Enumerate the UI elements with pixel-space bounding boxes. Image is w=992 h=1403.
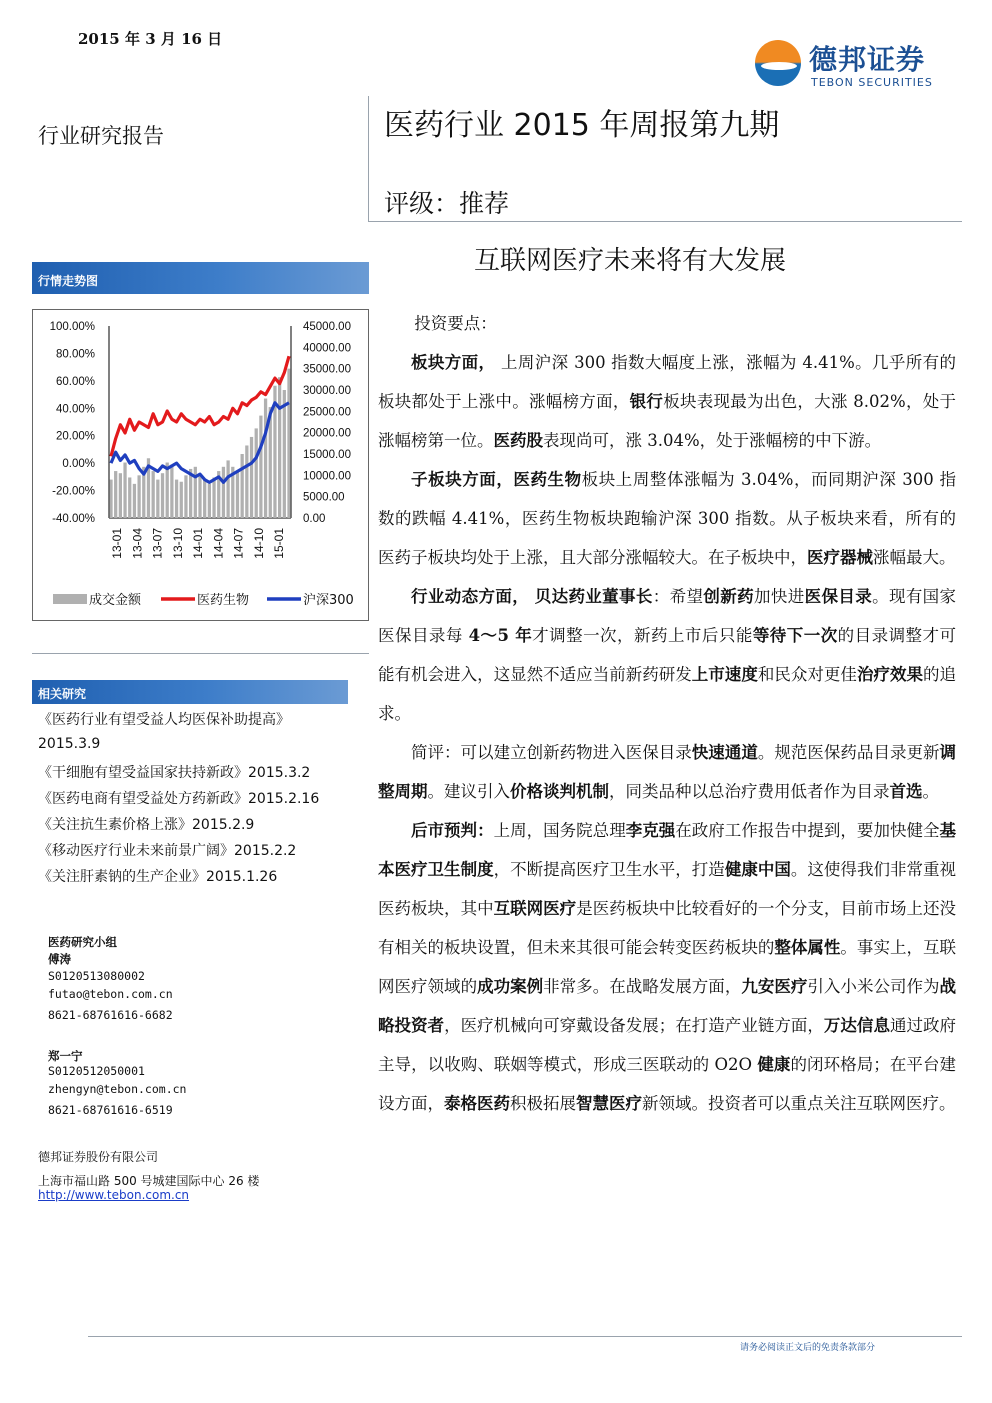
related-item-1[interactable]: 《医药行业有望受益人均医保补助提高》 <box>38 712 290 728</box>
legend-swatch-volume <box>53 594 87 604</box>
emphasis-text: 九安医疗 <box>741 977 808 996</box>
volume-bar <box>166 463 169 518</box>
left-axis-tick-label: 60.00% <box>55 375 95 388</box>
footer-disclaimer: 请务必阅读正文后的免责条款部分 <box>740 1343 876 1353</box>
emphasis-text: 智慧医疗 <box>576 1094 642 1113</box>
emphasis-text: 首选 <box>889 782 923 801</box>
emphasis-text: 健康中国 <box>724 860 791 879</box>
volume-bar <box>123 463 126 518</box>
body-text: 表现尚可，涨 3.04%，处于涨幅榜的中下游。 <box>543 431 882 450</box>
volume-bar <box>212 477 215 518</box>
emphasis-text: 健康 <box>757 1055 791 1074</box>
analyst-1-phone: 8621-68761616-6682 <box>48 1008 173 1022</box>
volume-bar <box>250 437 253 518</box>
company-website-link[interactable]: http://www.tebon.com.cn <box>38 1188 190 1202</box>
right-axis-tick-label: 5000.00 <box>303 491 345 504</box>
volume-bar <box>156 480 159 518</box>
paragraph-subsector <box>378 460 956 577</box>
body-text: 才调整一次，新药上市后只能 <box>532 626 753 645</box>
body-text: ：希望 <box>652 587 704 606</box>
emphasis-text: 上市速度 <box>691 665 758 684</box>
body-text: 引入小米公司作为 <box>807 977 940 996</box>
x-axis-tick-label: 13-07 <box>150 528 165 559</box>
volume-bar <box>259 416 262 518</box>
body-text: 非常多。在战略发展方面， <box>543 977 742 996</box>
analyst-2-email[interactable]: zhengyn@tebon.com.cn <box>48 1082 187 1096</box>
volume-bar <box>137 475 140 518</box>
x-axis-tick-label: 15-01 <box>272 528 286 559</box>
x-axis-tick-label: 14-07 <box>231 528 246 559</box>
company-name: 德邦证券股份有限公司 <box>38 1150 159 1164</box>
related-item-3[interactable]: 《医药电商有望受益处方药新政》2015.2.16 <box>38 791 320 807</box>
body-text: 板块上周整体涨幅为 3.04%，而同期沪深 300 指数的跌幅 4.41%，医药生物板块跑输沪深 300 指数。从子板块来看，所有的医药子板块均处于上涨，且大部分涨幅较大。在子板块中， <box>378 470 957 567</box>
emphasis-text: 创新药 <box>703 587 754 606</box>
emphasis-text: 调整周期 <box>378 743 956 801</box>
volume-bar <box>175 480 178 518</box>
volume-bar <box>255 428 258 518</box>
report-date: 2015 年 3 月 16 日 <box>78 30 223 48</box>
emphasis-text: 医药生物 <box>513 470 582 489</box>
emphasis-text: 快速通道 <box>691 743 758 762</box>
body-text: 新领域。投资者可以重点关注互联网医疗。 <box>642 1094 956 1113</box>
body-text: 。现有国家医保目录每 <box>378 587 957 645</box>
body-text: 。 <box>922 782 939 801</box>
related-item-6[interactable]: 《关注肝素钠的生产企业》2015.1.26 <box>38 869 278 885</box>
analyst-1-email[interactable]: futao@tebon.com.cn <box>48 987 173 1001</box>
volume-bar <box>264 399 267 518</box>
left-axis-tick-label: 40.00% <box>55 403 95 416</box>
body-text: ，医疗机械向可穿戴设备发展；在打造产业链方面， <box>444 1016 824 1035</box>
market-trend-chart <box>32 309 369 621</box>
sidebar-divider <box>32 653 369 654</box>
volume-bar <box>287 369 290 518</box>
analyst-2-id: S0120512050001 <box>48 1064 145 1078</box>
body-text: 上周，国务院总理 <box>493 821 626 840</box>
body-text: 。事实上，互联网医疗领域的 <box>378 938 957 996</box>
emphasis-text: 李克强 <box>625 821 676 840</box>
body-text: 板块表现最为出色，大涨 8.02%，处于涨幅榜第一位。 <box>378 392 957 450</box>
volume-bar <box>119 473 122 518</box>
paragraph-industry-news <box>378 577 956 733</box>
right-axis-tick-label: 20000.00 <box>303 427 351 440</box>
emphasis-text: 基本医疗卫生制度 <box>378 821 956 879</box>
logo-text-cn: 德邦证券 <box>809 43 926 76</box>
body-text: 上周沪深 300 指数大幅度上涨，涨幅为 4.41%。几乎所有的板块都处于上涨中。涨幅榜方面， <box>378 353 957 411</box>
volume-bar <box>226 460 229 518</box>
chart-svg <box>33 310 368 620</box>
x-axis-tick-label: 14-04 <box>211 528 226 559</box>
emphasis-text: 子板块方面， <box>411 470 514 489</box>
emphasis-text: 行业动态方面， <box>411 587 530 606</box>
left-axis-tick-label: 0.00% <box>62 458 95 471</box>
volume-bar <box>133 484 136 518</box>
x-axis-tick-label: 13-01 <box>110 528 124 559</box>
body-text: 积极拓展 <box>510 1094 576 1113</box>
volume-bar <box>222 467 225 518</box>
report-type: 行业研究报告 <box>38 124 164 148</box>
analyst-2-phone: 8621-68761616-6519 <box>48 1103 173 1117</box>
header-divider-vertical <box>368 96 369 222</box>
related-item-2[interactable]: 《干细胞有望受益国家扶持新政》2015.3.2 <box>38 765 311 781</box>
right-axis-tick-label: 15000.00 <box>303 449 351 461</box>
legend-label: 成交金额 <box>89 593 142 608</box>
chart-section-title: 行情走势图 <box>32 262 369 294</box>
body-text: 的追求。 <box>378 665 957 723</box>
header-divider-horizontal <box>368 221 962 222</box>
x-axis-tick-label: 14-10 <box>251 528 266 559</box>
legend-label: 医药生物 <box>197 593 250 608</box>
body-text: 在政府工作报告中提到，要加快健全 <box>675 821 940 840</box>
emphasis-text: 4～5 年 <box>468 626 533 645</box>
emphasis-text: 医疗器械 <box>807 548 873 567</box>
body-text: 。建议引入 <box>427 782 510 801</box>
volume-bar <box>236 471 239 518</box>
emphasis-text: 价格谈判机制 <box>510 782 609 801</box>
right-axis-tick-label: 40000.00 <box>303 342 351 355</box>
body-text: 简评：可以建立创新药物进入医保目录 <box>411 743 692 762</box>
right-axis-tick-label: 25000.00 <box>303 406 351 419</box>
body-text: ，同类品种以总治疗费用低者作为目录 <box>609 782 890 801</box>
x-axis-tick-label: 13-10 <box>170 528 185 559</box>
emphasis-text: 后市预判： <box>411 821 494 840</box>
volume-bar <box>170 465 173 518</box>
right-axis-tick-label: 45000.00 <box>303 321 351 333</box>
volume-bar <box>203 480 206 518</box>
emphasis-text: 战略投资者 <box>378 977 957 1035</box>
volume-bar <box>245 445 248 518</box>
body-text: 涨幅最大。 <box>873 548 956 567</box>
right-axis-tick-label: 30000.00 <box>303 385 351 397</box>
left-axis-tick-label: -40.00% <box>52 513 95 525</box>
paragraph-sector <box>378 343 956 460</box>
emphasis-text: 医药股 <box>493 431 543 450</box>
body-text: 。规范医保药品目录更新 <box>757 743 940 762</box>
emphasis-text: 等待下一次 <box>752 626 838 645</box>
volume-bar <box>208 484 211 518</box>
volume-bar <box>161 473 164 518</box>
company-address: 上海市福山路 500 号城建国际中心 26 楼 <box>38 1174 260 1188</box>
x-axis-tick-label: 14-01 <box>191 528 205 559</box>
volume-bar <box>184 475 187 518</box>
volume-bar <box>152 471 155 518</box>
related-item-1-date: 2015.3.9 <box>38 736 101 752</box>
body-text: 是医药板块中比较看好的一个分支，目前市场上还没有相关的板块设置，但未来其很可能会转变医药板块的 <box>378 899 957 957</box>
emphasis-text: 贝达药业董事长 <box>534 587 653 606</box>
x-axis-tick-label: 13-04 <box>130 528 145 559</box>
body-text: 和民众对更佳 <box>757 665 857 684</box>
report-subtitle: 互联网医疗未来将有大发展 <box>474 246 787 276</box>
right-axis-tick-label: 35000.00 <box>303 363 351 376</box>
emphasis-text: 泰格医药 <box>444 1094 510 1113</box>
emphasis-text: 治疗效果 <box>856 665 923 684</box>
emphasis-text: 成功案例 <box>477 977 544 996</box>
legend-label: 沪深300 <box>303 593 354 608</box>
volume-bar <box>198 475 201 518</box>
emphasis-text: 万达信息 <box>823 1016 890 1035</box>
left-axis-tick-label: 100.00% <box>49 321 95 333</box>
logo-globe-icon <box>755 40 801 86</box>
analyst-1-id: S0120513080002 <box>48 969 145 983</box>
company-logo <box>755 38 955 94</box>
emphasis-text: 板块方面， <box>411 353 496 372</box>
emphasis-text: 银行 <box>629 392 664 411</box>
right-axis-tick-label: 10000.00 <box>303 470 351 483</box>
volume-bar <box>278 377 281 518</box>
volume-bar <box>114 471 117 518</box>
right-axis-tick-label: 0.00 <box>303 513 326 525</box>
body-text: 加快进 <box>754 587 805 606</box>
body-text: 通过政府主导，以收购、联姻等模式，形成三医联动的 O2O <box>378 1016 957 1074</box>
volume-bar <box>241 454 244 518</box>
left-axis-tick-label: 80.00% <box>55 348 95 361</box>
volume-bar <box>283 390 286 518</box>
body-text: ，不断提高医疗卫生水平，打造 <box>493 860 725 879</box>
volume-bar <box>109 480 112 518</box>
logo-text-en: TEBON SECURITIES <box>811 76 933 89</box>
body-text: 的目录调整才可能有机会进入，这显然不适应当前新药研发 <box>378 626 957 684</box>
emphasis-text: 整体属性 <box>774 938 841 957</box>
intro-line: 投资要点： <box>414 314 497 333</box>
body-text: 。这使得我们非常重视医药板块，其中 <box>378 860 957 918</box>
left-axis-tick-label: 20.00% <box>55 430 95 443</box>
emphasis-text: 医保目录 <box>804 587 873 606</box>
volume-bar <box>128 477 131 518</box>
analyst-2-name: 郑一宁 <box>48 1049 83 1063</box>
related-item-5[interactable]: 《移动医疗行业未来前景广阔》2015.2.2 <box>38 843 297 859</box>
team-title: 医药研究小组 <box>48 935 117 949</box>
emphasis-text: 互联网医疗 <box>493 899 577 918</box>
left-axis-tick-label: -20.00% <box>52 485 95 498</box>
analyst-1-name: 傅涛 <box>48 952 71 966</box>
related-section-title: 相关研究 <box>32 680 348 704</box>
related-item-4[interactable]: 《关注抗生素价格上涨》2015.2.9 <box>38 817 255 833</box>
footer-divider <box>88 1336 962 1337</box>
report-rating: 评级：推荐 <box>384 189 510 218</box>
body-text: 的闭环格局；在平台建设方面， <box>378 1055 957 1113</box>
report-body <box>378 304 956 1123</box>
report-title: 医药行业 2015 年周报第九期 <box>384 108 780 143</box>
paragraph-outlook <box>378 811 956 1123</box>
paragraph-comment <box>378 733 956 811</box>
volume-bar <box>180 482 183 518</box>
